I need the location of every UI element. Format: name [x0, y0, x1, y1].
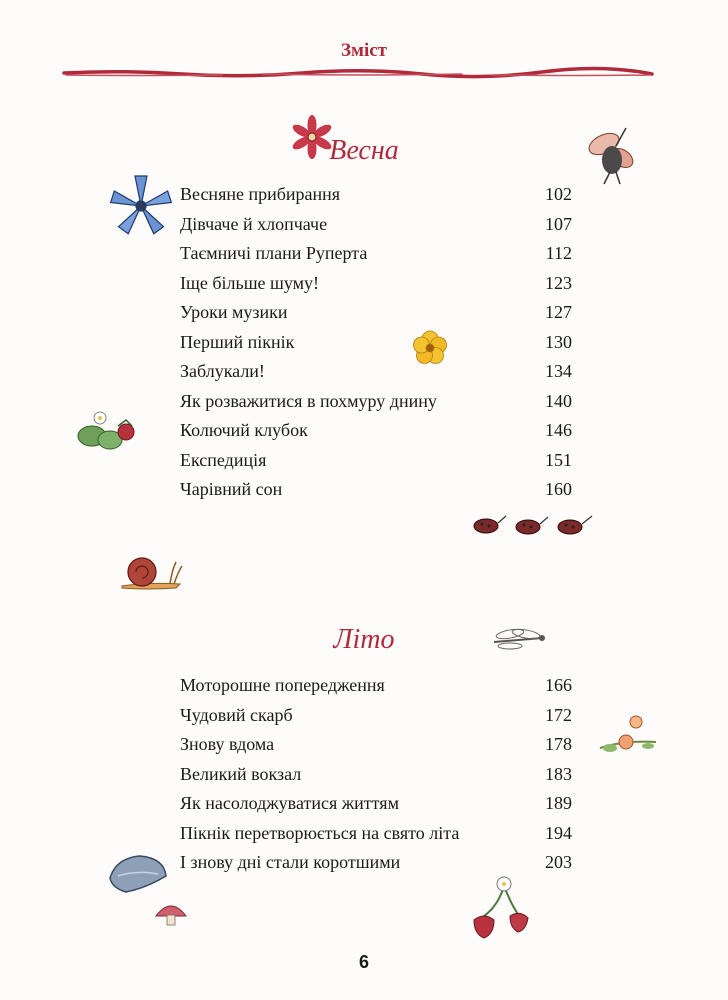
header-divider	[62, 66, 654, 80]
toc-entry-page: 123	[545, 272, 572, 293]
toc-entry[interactable]	[180, 671, 572, 701]
toc-entry-title: Заблукали!	[180, 361, 265, 381]
toc-entry-title: І знову дні стали коротшими	[180, 852, 401, 872]
toc-entry-page: 107	[545, 213, 572, 234]
toc-entry[interactable]	[180, 789, 572, 819]
toc-entry[interactable]	[180, 298, 572, 328]
page-header-title: Зміст	[340, 40, 387, 61]
toc-entry-title: Великий вокзал	[180, 763, 302, 784]
beetle-icon	[582, 122, 642, 188]
toc-entry-title: Знову вдома	[180, 734, 275, 754]
toc-entry[interactable]	[180, 180, 572, 210]
toc-entry-page: 130	[545, 331, 572, 352]
toc-entry[interactable]	[180, 416, 572, 446]
toc-entry[interactable]	[180, 239, 572, 269]
toadstool-icon	[154, 898, 188, 928]
toc-entry-page: 178	[545, 734, 572, 754]
toc-entry-page: 194	[545, 822, 572, 843]
toc-entry-title: Таємничі плани Руперта	[180, 243, 368, 263]
toc-entry-page: 160	[545, 479, 572, 499]
toc-entry-page: 189	[545, 793, 572, 813]
toc-entry[interactable]	[180, 730, 572, 760]
section-title-spring: Весна	[329, 135, 399, 166]
toc-entry-page: 146	[545, 420, 572, 440]
toc-entry-title: Як розважитися в похмуру днину	[180, 390, 437, 411]
toc-entry-title: Перший пікнік	[180, 331, 295, 352]
stone-icon	[106, 852, 170, 896]
toc-entry-page: 140	[545, 390, 572, 411]
toc-entry[interactable]	[180, 387, 572, 417]
section-title-summer: Літо	[333, 624, 395, 655]
toc-entry-title: Чарівний сон	[180, 479, 283, 499]
toc-entry[interactable]	[180, 446, 572, 476]
toc-entry-title: Експедиція	[180, 449, 267, 470]
toc-entry[interactable]	[180, 269, 572, 299]
toc-entry-page: 112	[545, 243, 572, 263]
blue-flower-icon	[105, 172, 177, 242]
toc-entry-page: 203	[545, 852, 572, 872]
strawberries-icon	[468, 872, 532, 942]
toc-entry[interactable]	[180, 210, 572, 240]
toc-entry[interactable]	[180, 328, 572, 358]
toc-list-spring	[180, 180, 572, 505]
yellow-flower-icon	[410, 328, 450, 368]
toc-entry[interactable]	[180, 701, 572, 731]
toc-entry-title: Як насолоджуватися життям	[180, 793, 399, 813]
toc-entry-title: Чудовий скарб	[180, 704, 293, 725]
toc-entry-page: 166	[545, 675, 572, 695]
toc-entry-title: Пікнік перетворюється на свято літа	[180, 822, 460, 843]
blossom-branch-icon	[596, 712, 660, 760]
snail-icon	[118, 548, 186, 592]
toc-entry-page: 183	[545, 763, 572, 784]
toc-entry-title: Уроки музики	[180, 302, 288, 322]
toc-entry-page: 172	[545, 704, 572, 725]
toc-entry-title: Весняне прибирання	[180, 184, 341, 204]
toc-entry-title: Колючий клубок	[180, 420, 308, 440]
red-flower-icon	[288, 114, 336, 160]
toc-entry-page: 102	[545, 184, 572, 204]
dragonfly-icon	[490, 626, 546, 654]
toc-entry[interactable]	[180, 475, 572, 505]
toc-entry[interactable]	[180, 357, 572, 387]
toc-entry-page: 127	[545, 302, 572, 322]
strawberry-plant-icon	[72, 406, 144, 454]
toc-entry-title: Іще більше шуму!	[180, 272, 320, 293]
toc-entry[interactable]	[180, 760, 572, 790]
toc-entry[interactable]	[180, 819, 572, 849]
toc-entry-page: 151	[545, 449, 572, 470]
ladybirds-icon	[470, 512, 600, 536]
toc-entry-page: 134	[545, 361, 572, 381]
toc-entry-title: Моторошне попередження	[180, 675, 385, 695]
toc-list-summer	[180, 671, 572, 878]
toc-entry-title: Дівчаче й хлопчаче	[180, 213, 328, 234]
page-number: 6	[358, 952, 369, 972]
